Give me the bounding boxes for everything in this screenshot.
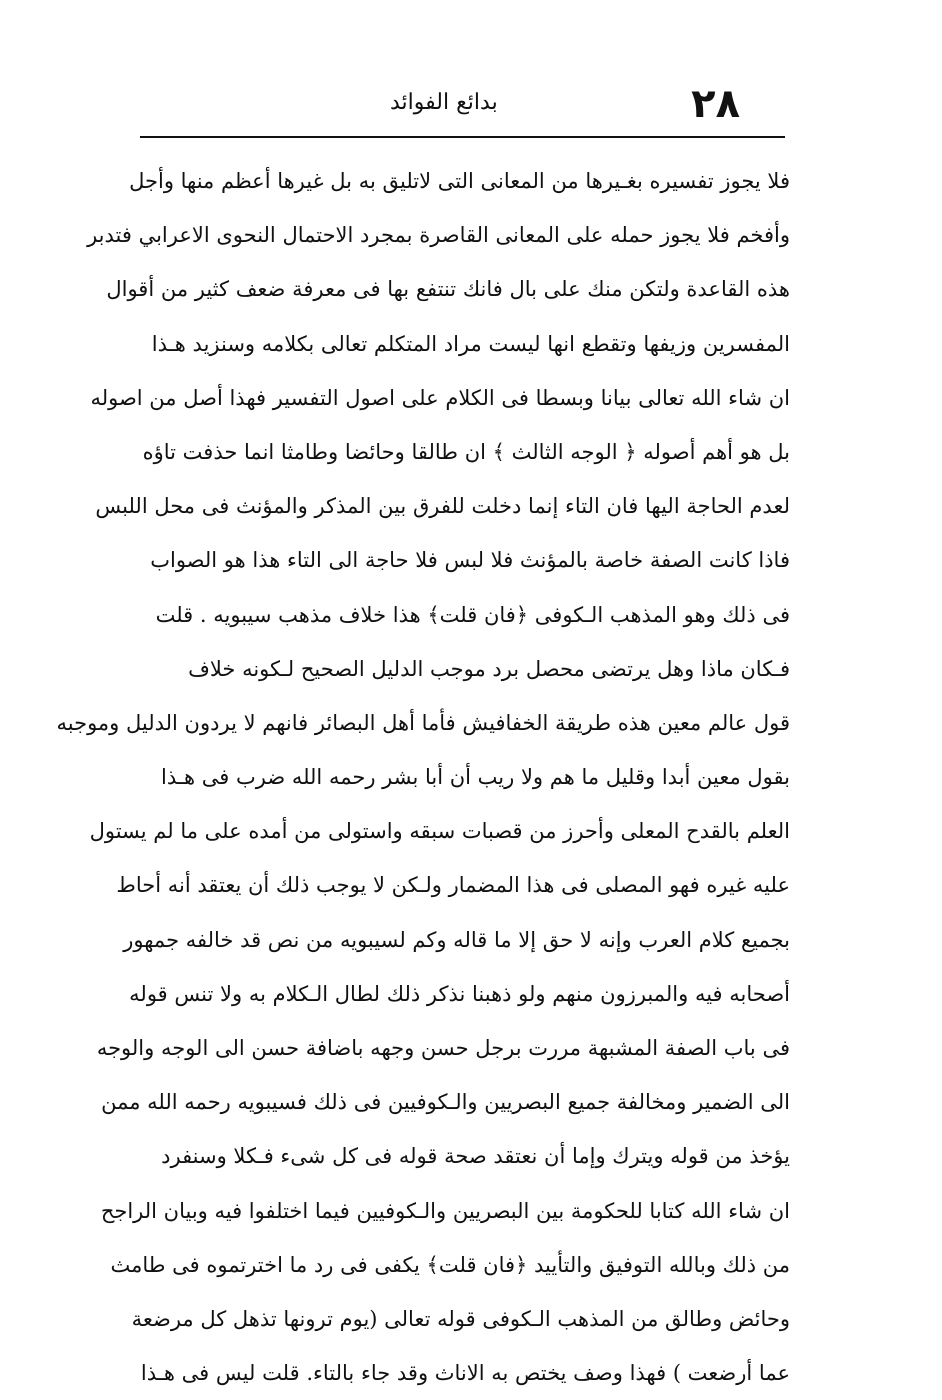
text-line: فى ذلك وهو المذهب الـكوفى ﴿فان قلت﴾ هذا خلاف مذهب سيبويه . قلت	[155, 602, 790, 627]
text-line: وحائض وطالق من المذهب الـكوفى قوله تعالى (يوم ترونها تذهل كل مرضعة	[131, 1306, 790, 1331]
text-line: عما أرضعت ) فهذا وصف يختص به الاناث وقد جاء بالتاء. قلت ليس فى هـذا	[140, 1361, 790, 1386]
text-line: أصحابه فيه والمبرزون منهم ولو ذهبنا نذكر ذلك لطال الـكلام به ولا تنس قوله	[129, 981, 790, 1006]
text-line: فاذا كانت الصفة خاصة بالمؤنث فلا لبس فلا حاجة الى التاء هذا هو الصواب	[150, 548, 790, 573]
text-line: من ذلك وبالله التوفيق والتأييد ﴿فان قلت﴾ يكفى فى رد ما اخترتموه فى طامث	[110, 1252, 790, 1277]
text-line: هذه القاعدة ولتكن منك على بال فانك تنتفع بها فى معرفة ضعف كثير من أقوال	[106, 277, 790, 302]
text-line: ان شاء الله كتابا للحكومة بين البصريين والـكوفيين فيما اختلفوا فيه وبيان الراجح	[100, 1198, 790, 1223]
text-line: فلا يجوز تفسيره بغـيرها من المعانى التى لاتليق به بل غيرها أعظم منها وأجل	[129, 169, 790, 193]
text-line: لعدم الحاجة اليها فان التاء إنما دخلت للفرق بين المذكر والمؤنث فى محل اللبس	[95, 494, 790, 519]
text-line: المفسرين وزيفها وتقطع انها ليست مراد المتكلم تعالى بكلامه وسنزيد هـذا	[151, 331, 790, 356]
text-line: الى الضمير ومخالفة جميع البصريين والـكوفيين فى ذلك فسيبويه رحمه الله ممن	[101, 1090, 790, 1115]
text-line: وأفخم فلا يجوز حمله على المعانى القاصرة بمجرد الاحتمال النحوى الاعرابي فتدبر	[87, 223, 790, 248]
page-header	[140, 82, 780, 132]
text-line: بل هو أهم أصوله ﴿ الوجه الثالث ﴾ ان طالقا وحائضا وطامثا انما حذفت تاؤه	[142, 439, 790, 464]
running-title: بدائع الفوائد	[390, 90, 498, 115]
text-line: فـكان ماذا وهل يرتضى محصل برد موجب الدليل الصحيح لـكونه خلاف	[188, 656, 790, 681]
body-text	[56, 154, 790, 1400]
text-line: بجميع كلام العرب وإنه لا حق إلا ما قاله وكم لسيبويه من نص قد خالفه جمهور	[123, 927, 790, 952]
text-line: بقول معين أبدا وقليل ما هم ولا ريب أن أبا بشر رحمه الله ضرب فى هـذا	[160, 765, 790, 790]
page-number: ٢٨	[691, 81, 740, 127]
text-line: العلم بالقدح المعلى وأحرز من قصبات سبقه واستولى من أمده على ما لم يستول	[89, 819, 790, 844]
text-line: عليه غيره فهو المصلى فى هذا المضمار ولـكن لا يوجب ذلك أن يعتقد أنه أحاط	[116, 873, 790, 898]
text-line: قول عالم معين هذه طريقة الخفافيش فأما أهل البصائر فانهم لا يردون الدليل وموجبه	[56, 710, 790, 735]
text-line: يؤخذ من قوله ويترك وإما أن نعتقد صحة قوله فى كل شىء فـكلا وسنفرد	[161, 1144, 790, 1169]
text-line: ان شاء الله تعالى بيانا وبسطا فى الكلام على اصول التفسير فهذا أصل من اصوله	[90, 385, 790, 410]
header-rule	[140, 136, 785, 138]
text-line: فى باب الصفة المشبهة مررت برجل حسن وجهه باضافة حسن الى الوجه والوجه	[96, 1036, 790, 1060]
